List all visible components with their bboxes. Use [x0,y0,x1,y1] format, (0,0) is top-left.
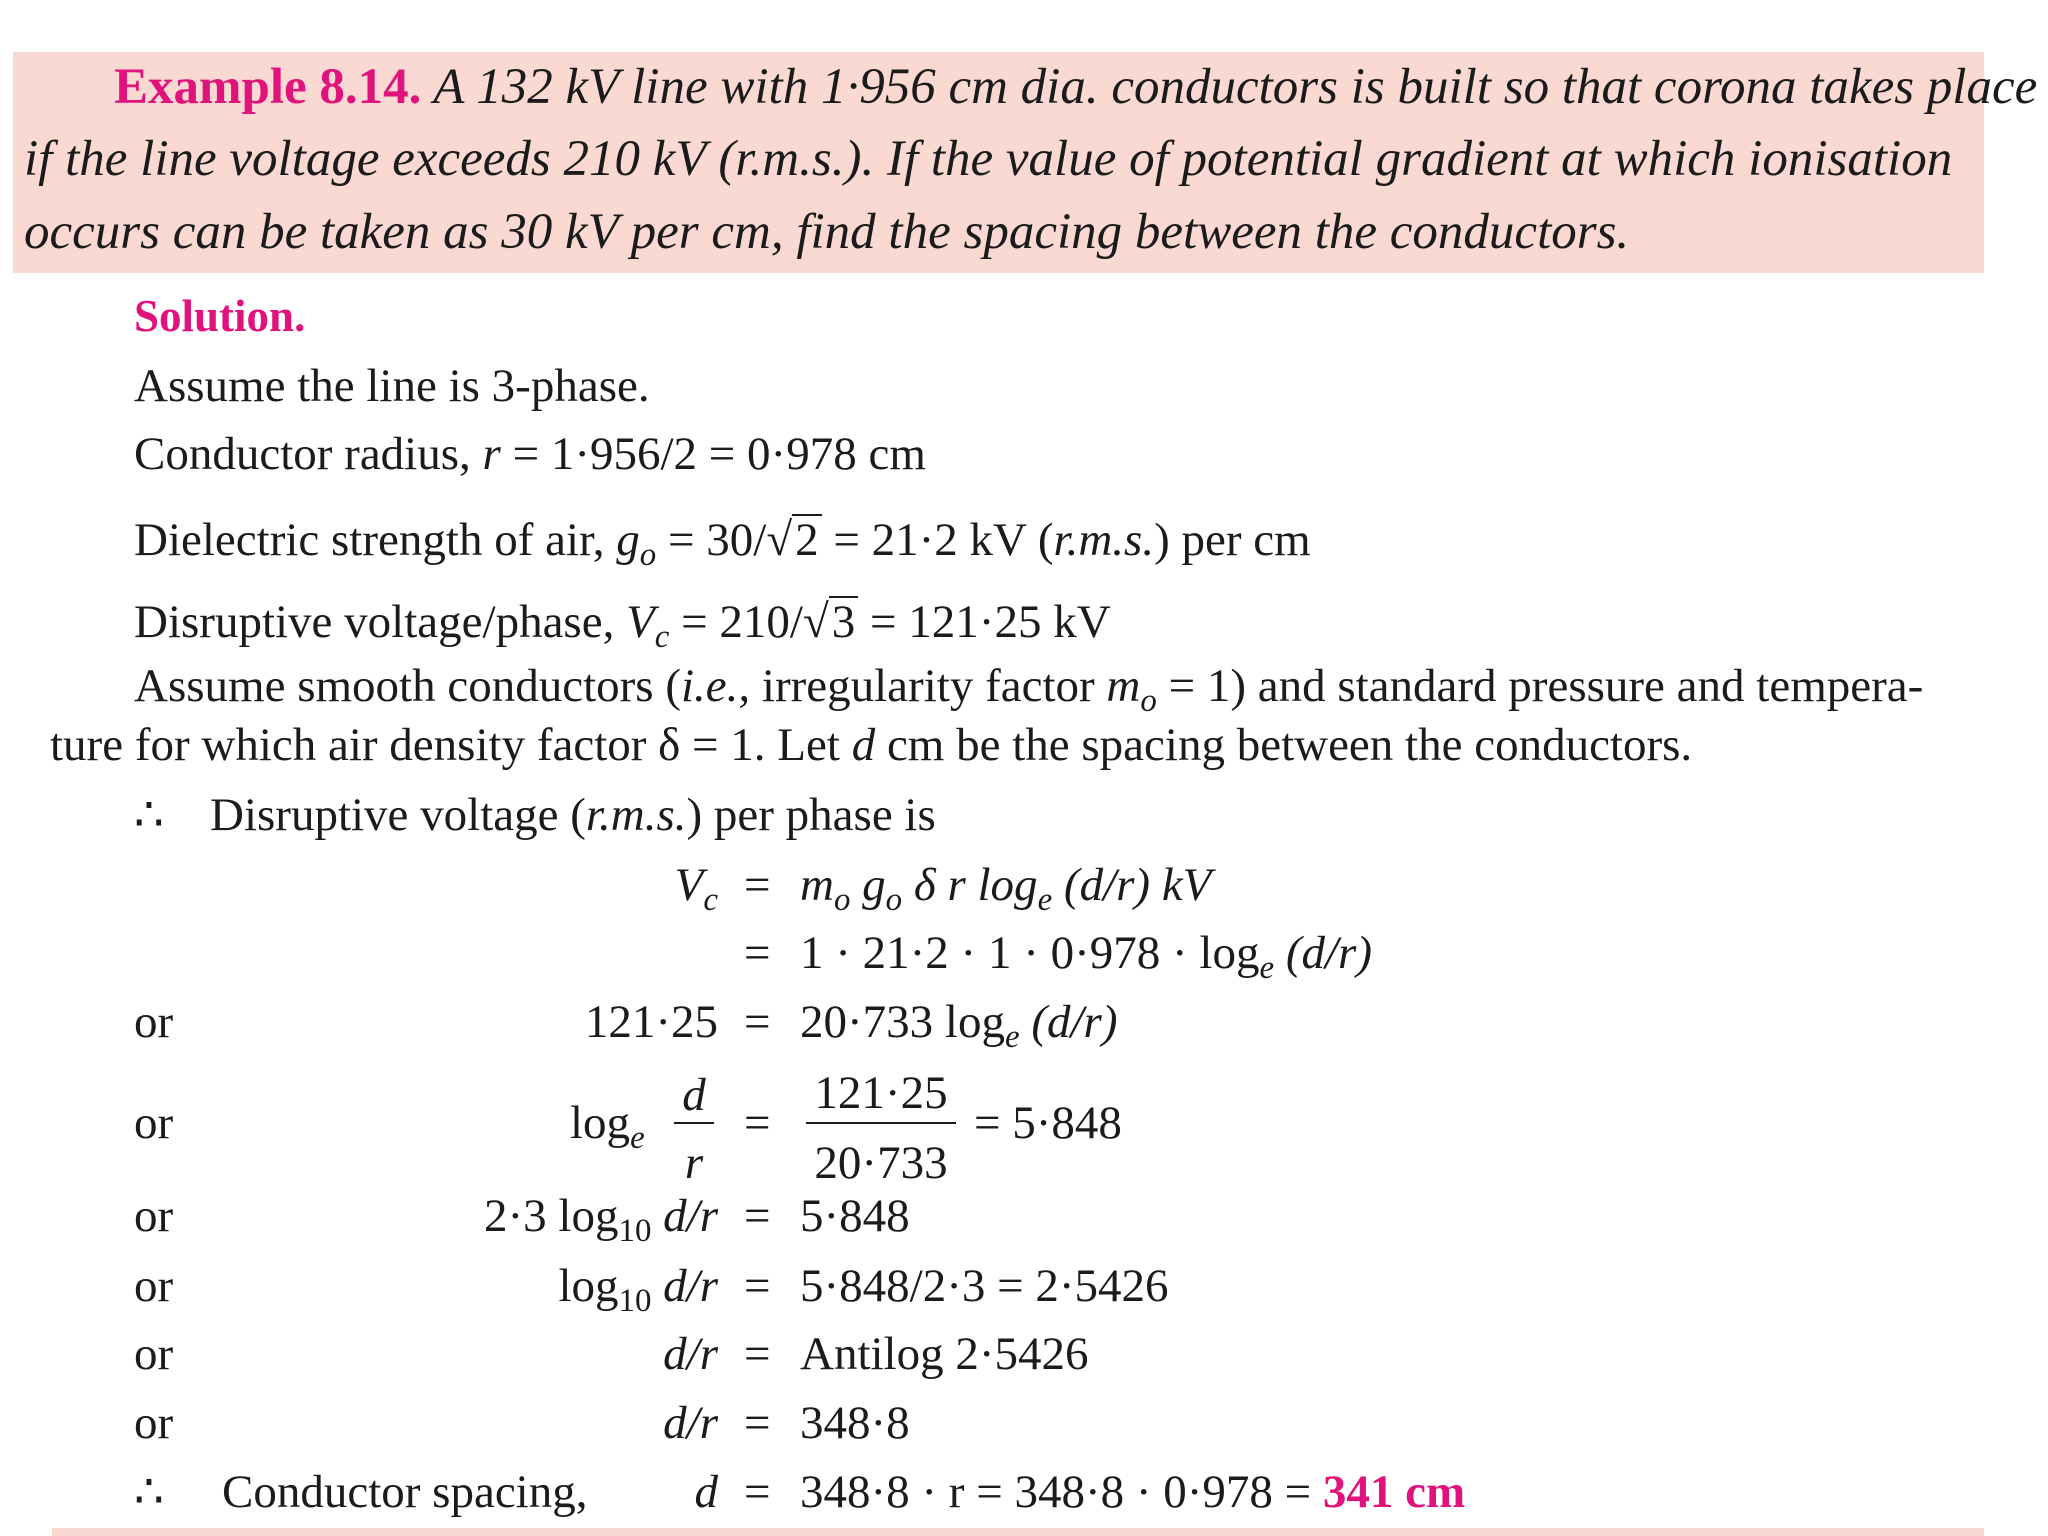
dielectric-label: Dielectric strength of air, [134,514,617,566]
or-word-5: or [134,1328,174,1380]
dielectric-symbol: g [616,514,640,566]
dielectric-post: = 21·2 kV ( [821,514,1054,566]
dielectric-line: Dielectric strength of air, $g_o = 30/√2 = 21\cdot 2$ kV (r.m.s.) per cm [134,514,1311,573]
eq6-rhs: 5·848/2·3 = 2·5426 [800,1260,1169,1312]
eq4-log-sub: e [630,1119,645,1156]
eq2-rhs: $1 \cdot 21\cdot 2 \cdot 1 \cdot 0\cdot 978 \cdot \log_e (d/r)$ [800,927,1372,986]
therefore-symbol-2: ∴ [134,1466,164,1518]
eq4-result: = 5·848 [974,1097,1122,1149]
eq2-end: (d/r) [1274,927,1372,979]
eq7-sign: = [744,1328,771,1380]
eq3-lhs: 121·25 [584,996,718,1048]
radius-label: Conductor radius, [134,428,483,480]
eq6-lhs-sub: 10 [618,1282,652,1319]
eq4-num-d: d [682,1069,706,1121]
dielectric-rms: r.m.s. [1053,514,1155,566]
final-answer: 341 cm [1322,1466,1466,1518]
disruptive-symbol: V [626,596,655,648]
eq1-lhs-v: V [674,859,704,911]
eq5-rhs: 5·848 [800,1190,910,1242]
disruptive-post: = 121·25 kV [858,596,1111,648]
smooth-line-2 [50,719,1693,771]
or-word-4: or [134,1260,174,1312]
eq4-den-r: r [684,1137,704,1189]
disruptive-pre: = 210/ [669,596,803,648]
dielectric-sub: o [639,536,657,573]
dpp-rms: r.m.s. [585,789,687,841]
or-word-3: or [134,1190,174,1242]
smooth-text-a: Assume smooth conductors ( [134,660,681,712]
eq6-lhs-main: log [558,1260,619,1312]
smooth-text-b: irregularity factor [750,660,1107,712]
dpp-text-b: ) per phase is [686,789,936,841]
eq6-lhs-end: d/r [651,1260,718,1312]
disruptive-line: Disruptive voltage/phase, $V_c = 210/√3 = 121\cdot 25$ kV [134,596,1111,655]
eq5-lhs [484,1190,718,1249]
eq1-sign: = [744,859,771,911]
smooth-m: m [1106,660,1141,712]
solution-heading: Solution. [134,291,306,341]
eq8-lhs: d/r [663,1397,718,1449]
eq3-end: (d/r) [1019,996,1118,1048]
eq5-lhs-sub: 10 [618,1212,652,1249]
eq4-frac-den: 20·733 [814,1137,948,1189]
final-label: Conductor spacing, [222,1466,588,1518]
disruptive-per-phase-line [210,789,936,841]
eq2-sign: = [744,927,771,979]
eq1-lhs [674,859,718,918]
disruptive-sub: c [654,618,670,655]
eq4-log: log [570,1097,631,1149]
dielectric-tail: ) per cm [1154,514,1311,566]
final-rhs [800,1466,1466,1518]
eq7-lhs: d/r [663,1328,718,1380]
eq1-end: (d/r) kV [1052,859,1212,911]
therefore-symbol-1: ∴ [134,789,164,841]
radius-line [134,428,926,480]
or-word-1: or [134,996,174,1048]
eq4-frac-bar-right [806,1122,956,1124]
radius-value: = 1·956/2 = 0·978 cm [500,428,926,480]
smooth-text-e: cm be the spacing between the conductors. [875,719,1693,771]
sqrt-2: 2 [792,514,822,565]
eq3-rhs: 20·733 $\log_e (d/r)$ [800,996,1118,1055]
eq2-main: 1 · 21·2 · 1 · 0·978 · log [800,927,1260,979]
eq8-rhs: 348·8 [800,1397,910,1449]
eq1-tail: δ r log [902,859,1038,911]
eq7-rhs: Antilog 2·5426 [800,1328,1089,1380]
or-word-2: or [134,1097,174,1149]
eq4-frac-bar-left [674,1122,714,1124]
eq4-lhs-log [570,1097,645,1156]
dielectric-pre: = 30/ [656,514,767,566]
smooth-d: d [851,719,876,771]
smooth-text-c: = 1) and standard pressure and tempera- [1156,660,1924,712]
example-line-3: occurs can be taken as 30 kV per cm, find the spacing between the conductors. [24,204,1630,260]
final-lhs: d [694,1466,718,1518]
example-text-1: A 132 kV line with 1·956 cm dia. conductors is built so that corona takes place [433,59,2038,115]
eq5-lhs-main: 2·3 log [484,1190,619,1242]
eq3-main: 20·733 log [800,996,1005,1048]
final-rhs-text: 348·8 · r = 348·8 · 0·978 = [800,1466,1323,1518]
smooth-ie: i.e., [680,660,751,712]
final-sign: = [744,1466,771,1518]
dpp-text-a: Disruptive voltage ( [210,789,586,841]
assume-3phase-line: Assume the line is 3-phase. [134,360,650,412]
eq1-rhs: $m_o$ $g_o$ δ r $\log_e (d/r)$ kV [800,859,1212,918]
eq4-sign: = [744,1097,771,1149]
eq1-m: m [800,859,834,911]
smooth-m-sub: o [1140,682,1157,719]
smooth-text-d: ture for which air density factor δ = 1. Let [50,719,852,771]
eq6-sign: = [744,1260,771,1312]
bottom-rule [52,1528,1984,1536]
example-line-1 [114,59,2038,115]
example-label: Example 8.14. [114,59,422,115]
sqrt-3: 3 [829,596,859,647]
eq4-frac-num: 121·25 [814,1067,948,1119]
eq8-sign: = [744,1397,771,1449]
disruptive-label: Disruptive voltage/phase, [134,596,627,648]
eq1-lhs-sub: c [703,881,718,918]
eq5-lhs-end: d/r [651,1190,718,1242]
or-word-6: or [134,1397,174,1449]
radius-symbol: r [482,428,501,480]
eq5-sign: = [744,1190,771,1242]
example-line-2: if the line voltage exceeds 210 kV (r.m.s.). If the value of potential gradient at which ionisation [24,131,1953,187]
eq3-sign: = [744,996,771,1048]
smooth-line-1 [134,660,1924,719]
eq6-lhs [558,1260,718,1319]
